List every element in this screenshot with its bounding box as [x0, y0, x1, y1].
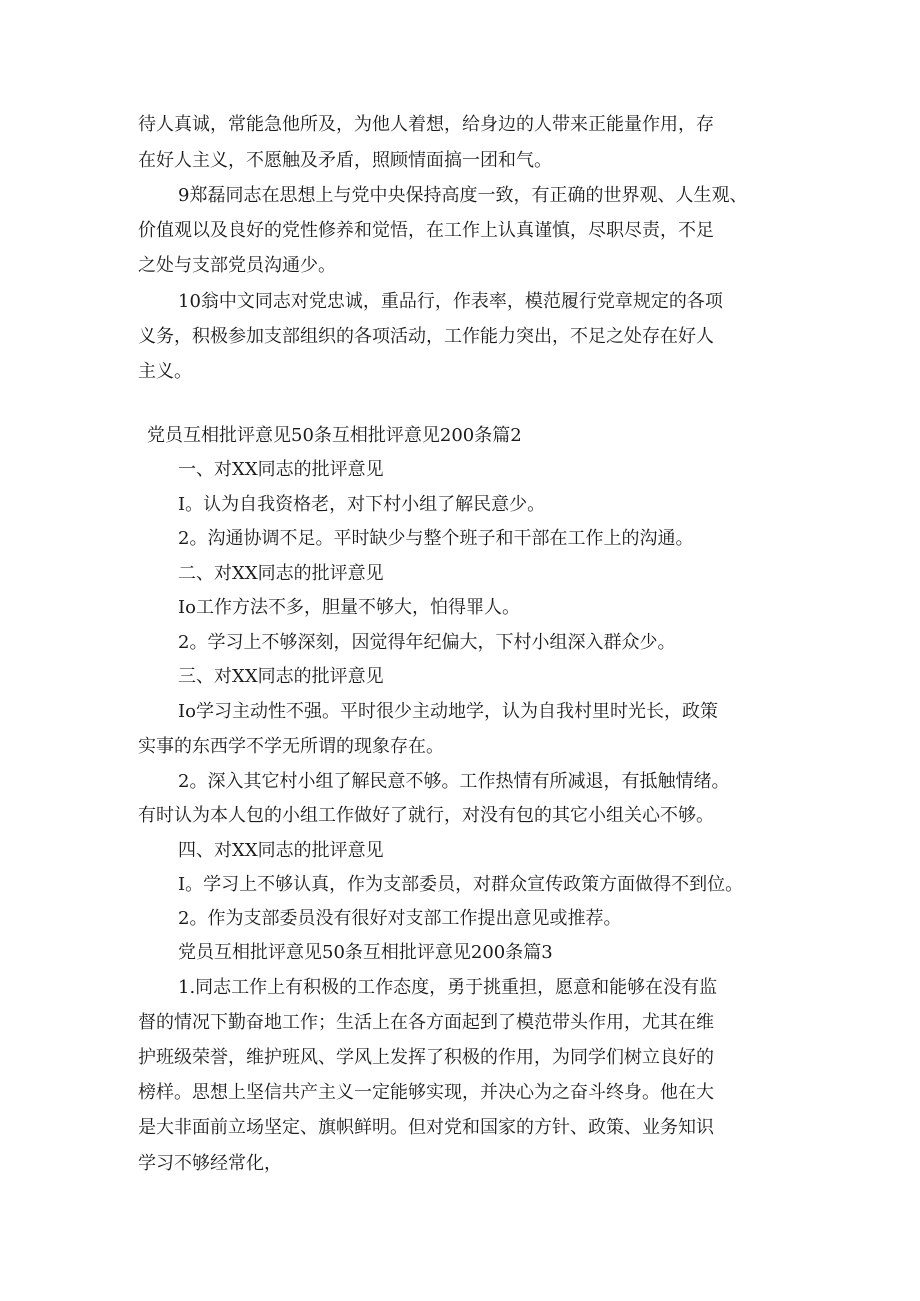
text-line: 一、对XX同志的批评意见 [178, 459, 384, 480]
text-line: 有时认为本人包的小组工作做好了就行，对没有包的其它小组关心不够。 [138, 805, 714, 826]
text-line: 榜样。思想上坚信共产主义一定能够实现，并决心为之奋斗终身。他在大 [138, 1082, 714, 1103]
text-line: 学习不够经常化， [138, 1153, 282, 1174]
text-line: 护班级荣誉，维护班风、学风上发挥了积极的作用，为同学们树立良好的 [138, 1047, 714, 1068]
section-heading: 党员互相批评意见50条互相批评意见200条篇3 [178, 942, 553, 963]
text-line: Io工作方法不多，胆量不够大，怕得罪人。 [178, 597, 520, 618]
text-line: 之处与支部党员沟通少。 [138, 255, 336, 276]
text-line: 是大非面前立场坚定、旗帜鲜明。但对党和国家的方针、政策、业务知识 [138, 1117, 714, 1138]
text-line: 1.同志工作上有积极的工作态度，勇于挑重担，愿意和能够在没有监 [178, 977, 718, 998]
text-line: 10翁中文同志对党忠诚，重品行，作表率，模范履行党章规定的各项 [178, 291, 723, 312]
text-line: 2。沟通协调不足。平时缺少与整个班子和干部在工作上的沟通。 [178, 528, 694, 549]
text-line: 9郑磊同志在思想上与党中央保持高度一致，有正确的世界观、人生观、 [178, 185, 748, 206]
text-line: 二、对XX同志的批评意见 [178, 563, 384, 584]
text-line: 实事的东西学不学无所谓的现象存在。 [138, 736, 444, 757]
text-line: 待人真诚，常能急他所及，为他人着想，给身边的人带来正能量作用，存 [138, 114, 714, 135]
text-line: I。认为自我资格老，对下村小组了解民意少。 [178, 494, 546, 515]
text-line: 主义。 [138, 361, 192, 382]
text-line: 三、对XX同志的批评意见 [178, 666, 384, 687]
text-line: I。学习上不够认真，作为支部委员，对群众宣传政策方面做得不到位。 [178, 874, 744, 895]
text-line: 价值观以及良好的党性修养和觉悟，在工作上认真谨慎，尽职尽责，不足 [138, 220, 714, 241]
text-line: 督的情况下勤奋地工作；生活上在各方面起到了模范带头作用，尤其在维 [138, 1012, 714, 1033]
text-line: 2。学习上不够深刻，因觉得年纪偏大，下村小组深入群众少。 [178, 632, 676, 653]
section-heading: 党员互相批评意见50条互相批评意见200条篇2 [147, 425, 522, 446]
text-line: 四、对XX同志的批评意见 [178, 840, 384, 861]
text-line: 在好人主义，不愿触及矛盾，照顾情面搞一团和气。 [138, 150, 552, 171]
text-line: 义务，积极参加支部组织的各项活动，工作能力突出，不足之处存在好人 [138, 326, 714, 347]
text-line: 2。作为支部委员没有很好对支部工作提出意见或推荐。 [178, 908, 622, 929]
text-line: Io学习主动性不强。平时很少主动地学，认为自我村里时光长，政策 [178, 701, 718, 722]
text-line: 2。深入其它村小组了解民意不够。工作热情有所减退，有抵触情绪。 [178, 771, 730, 792]
